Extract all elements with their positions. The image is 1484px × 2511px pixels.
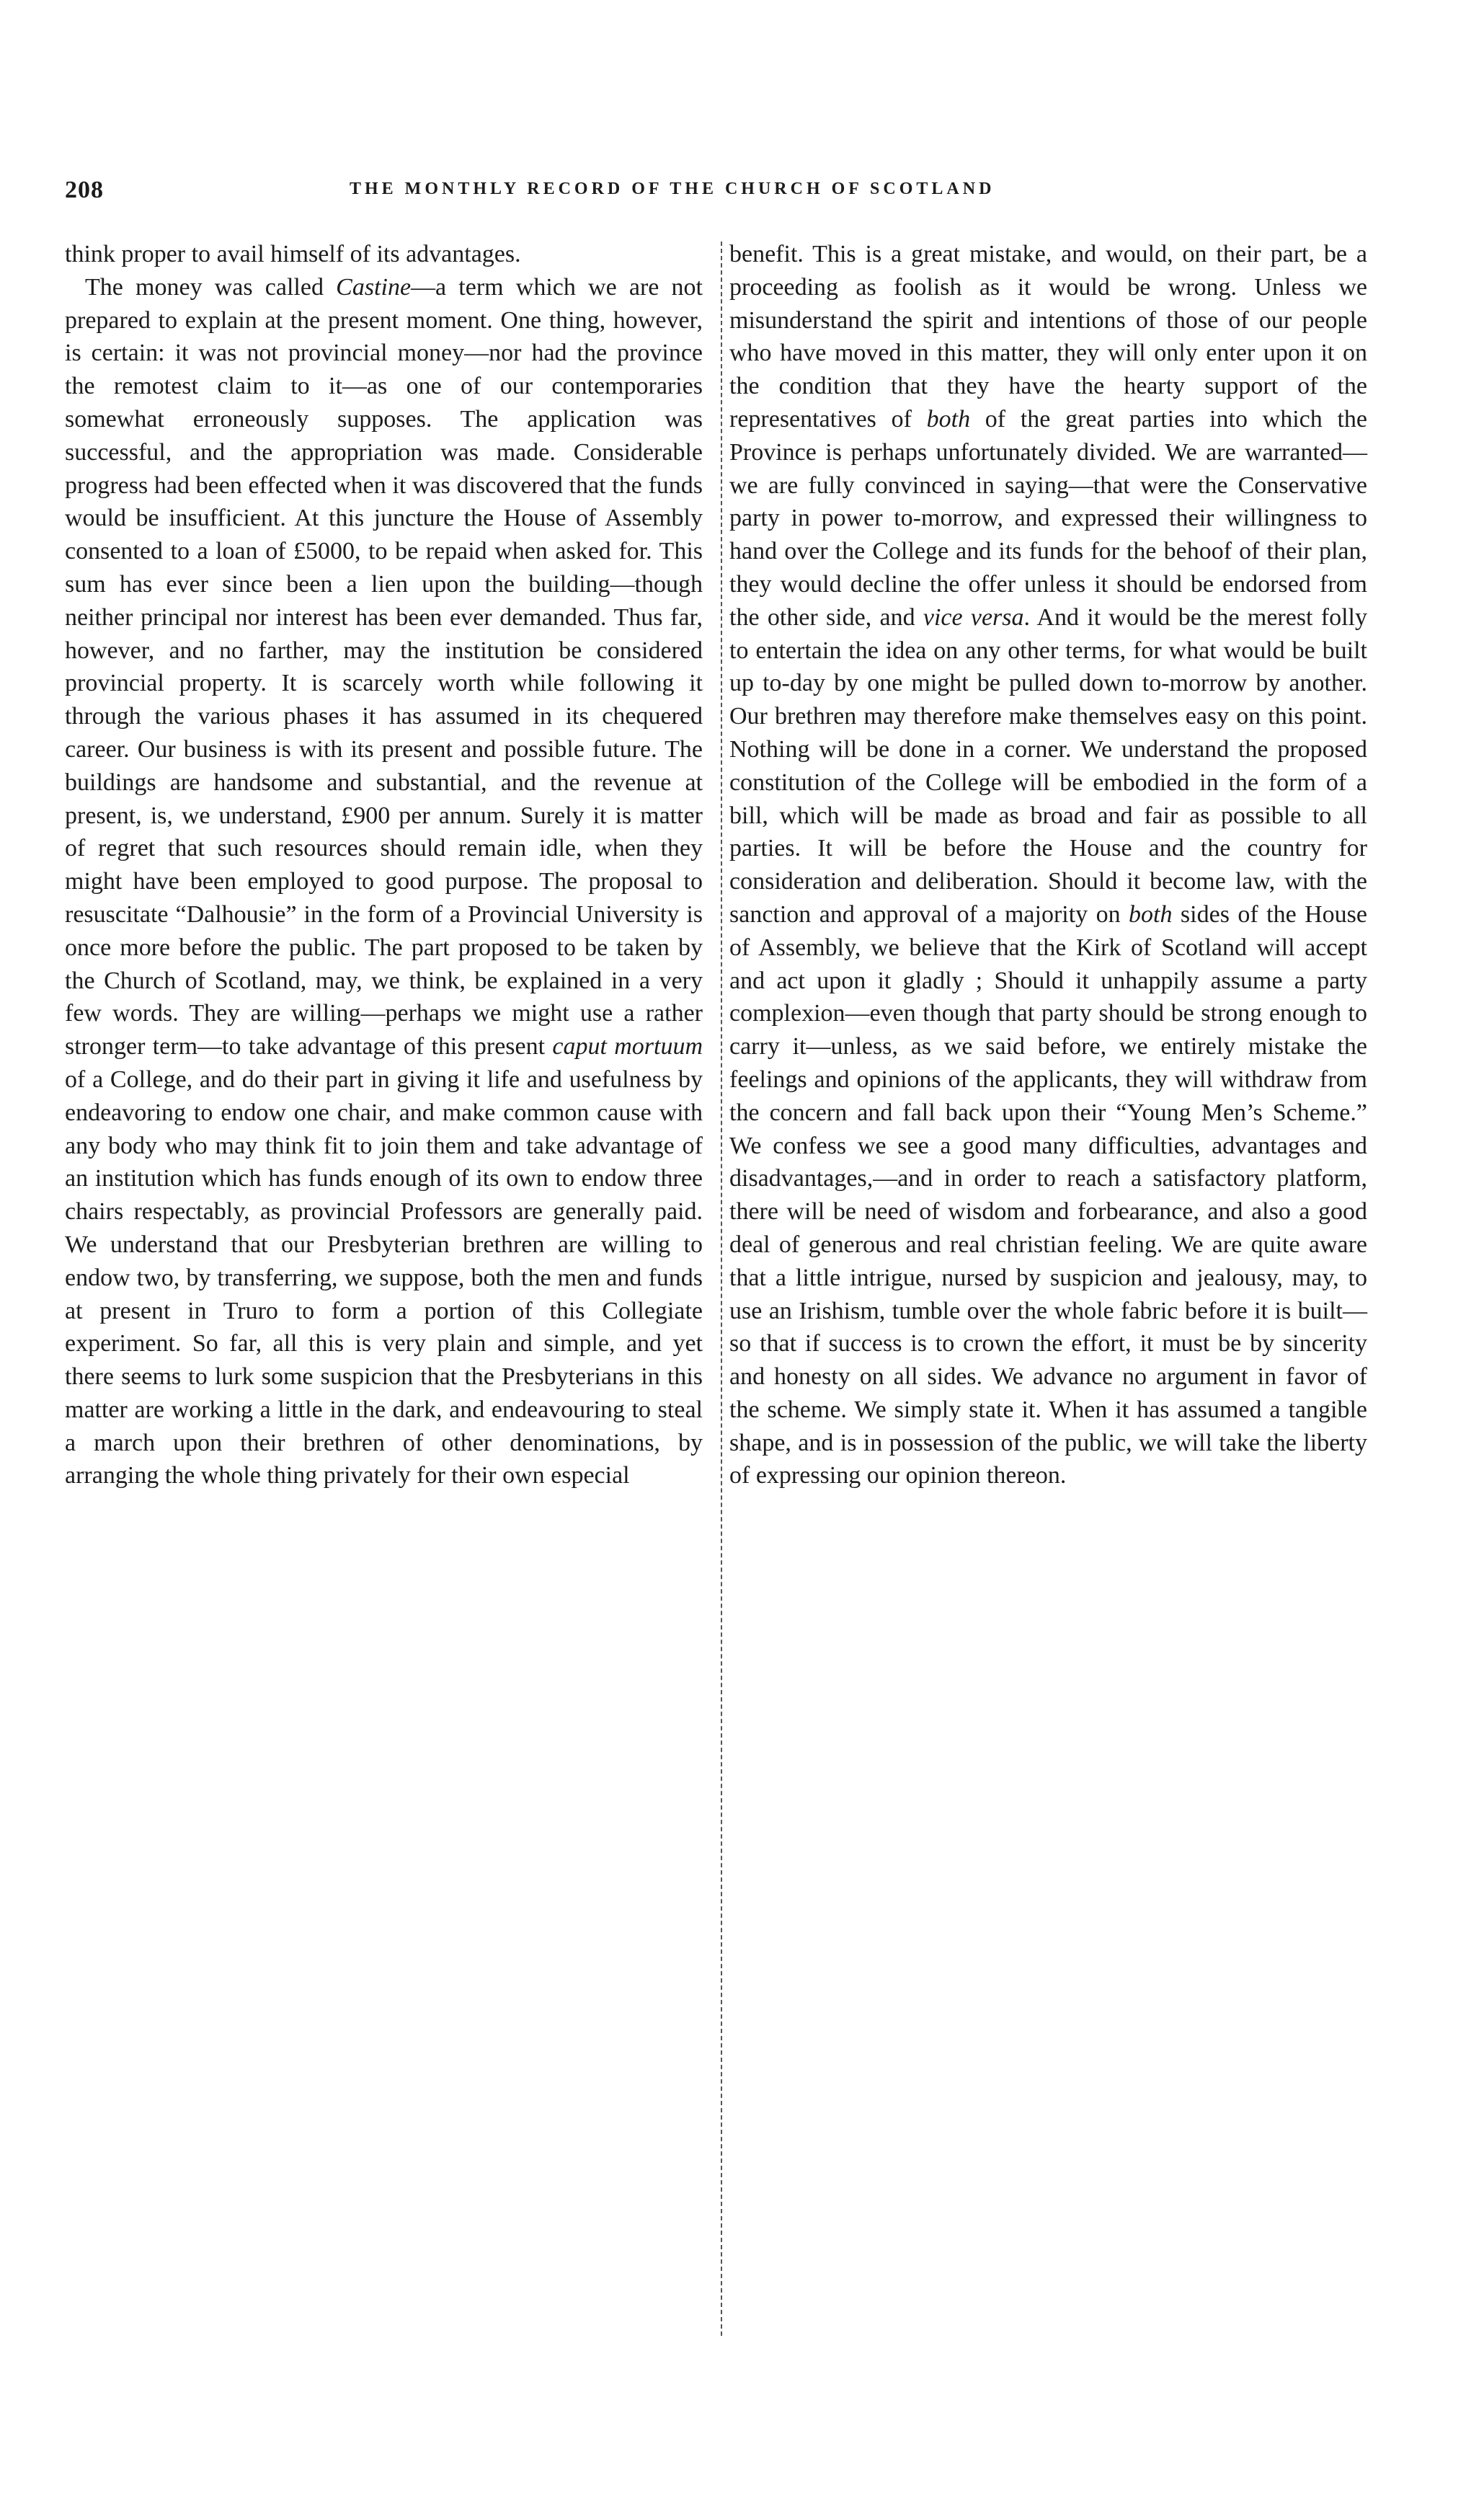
page-number: 208	[65, 177, 104, 203]
paragraph	[729, 238, 1367, 1492]
running-title: THE MONTHLY RECORD OF THE CHURCH OF SCOTLAND	[350, 180, 995, 198]
italic-term: vice versa	[923, 603, 1024, 631]
page-header	[65, 177, 1366, 220]
text-run: . And it would be the merest folly to entertain the idea on any other terms, for what would be built up to-day by one might be pulled down to-morrow by another. Our brethren may therefore make themselves easy on this point. Nothing will be done in a corner. We understand the proposed constitution of the College will be embodied in the form of a bill, which will be made as broad and fair as possible to all parties. It will be before the House and the country for consideration and deliberation. Should it become law, with the sanction and approval of a majority on	[729, 603, 1367, 928]
left-column	[65, 238, 703, 1492]
italic-term: caput mortuum	[552, 1033, 703, 1060]
paragraph: think proper to avail himself of its advantages.	[65, 241, 521, 267]
text-run: benefit. This is a great mistake, and would, on their part, be a proceeding as foolish as it would be wrong. Unless we misunderstand the spirit and intentions of those of our people who have moved in this matter, they will only enter upon it on the condition that they have the hearty support of the representatives of	[729, 241, 1367, 433]
text-run: sides of the House of Assembly, we believe that the Kirk of Scotland will accept and act upon it gladly ; Should it unhappily assume a party complexion—even though that party should be strong enough to carry it—unless, as we said before, we entirely mistake the feelings and opinions of the applicants, they will withdraw from the concern and fall back upon their “Young Men’s Scheme.” We confess we see a good many difficulties, advantages and disadvantages,—and in order to reach a satisfactory platform, there will be need of wisdom and forbearance, and also a good deal of generous and real christian feeling. We are quite aware that a little intrigue, nursed by suspicion and jealousy, may, to use an Irishism, tumble over the whole fabric before it is built—so that if success is to crown the effort, it must be by sincerity and honesty on all sides. We advance no argument in favor of the scheme. We simply state it. When it has assumed a tangible shape, and is in possession of the public, we will take the liberty of expressing our opinion thereon.	[729, 900, 1367, 1489]
text-run: The money was called	[85, 273, 337, 301]
text-run: of a College, and do their part in giving it life and usefulness by endeavoring to endow one chair, and make common cause with any body who may think fit to join them and take advantage of an institution which has funds enough of its own to endow three chairs respectably, as provincial Professors are generally paid. We understand that our Presbyterian brethren are willing to endow two, by transferring, we suppose, both the men and funds at present in Truro to form a portion of this Collegiate experiment. So far, all this is very plain and simple, and yet there seems to lurk some suspicion that the Presbyterians in this matter are working a little in the dark, and endeavouring to steal a march upon their brethren of other denominations, by arranging the whole thing privately for their own especial	[65, 1066, 703, 1489]
text-run: —a term which we are not prepared to explain at the present moment. One thing, however, is certain: it was not provincial money—nor had the province the remotest claim to it—as one of our contemporaries somewhat erroneously supposes. The application was successful, and the appropriation was made. Considerable progress had been effected when it was discovered that the funds would be insufficient. At this juncture the House of Assembly consented to a loan of £5000, to be repaid when asked for. This sum has ever since been a lien upon the building—though neither principal nor interest has been ever demanded. Thus far, however, and no farther, may the institution be considered provincial property. It is scarcely worth while following it through the various phases it has assumed in its chequered career. Our business is with its present and possible future. The buildings are handsome and substantial, and the revenue at present, is, we understand, £900 per annum. Surely it is matter of regret that such resources should remain idle, when they might have been employed to good purpose. The proposal to resuscitate “Dalhousie” in the form of a Provincial University is once more before the public. The part proposed to be taken by the Church of Scotland, may, we think, be explained in a very few words. They are willing—perhaps we might use a rather stronger term—to take advantage of this present	[65, 273, 703, 1060]
text-run: of the great parties into which the Province is perhaps unfortunately divided. We are warranted—we are fully convinced in saying—that were the Conservative party in power to-morrow, and expressed their willingness to hand over the College and its funds for the behoof of their plan, they would decline the offer unless it should be endorsed from the other side, and	[729, 405, 1367, 631]
italic-term: both	[926, 405, 971, 433]
italic-term: Castine	[336, 273, 412, 301]
paragraph	[65, 271, 703, 1492]
column-divider	[721, 242, 722, 2336]
italic-term: both	[1129, 900, 1173, 928]
right-column	[729, 238, 1367, 1492]
